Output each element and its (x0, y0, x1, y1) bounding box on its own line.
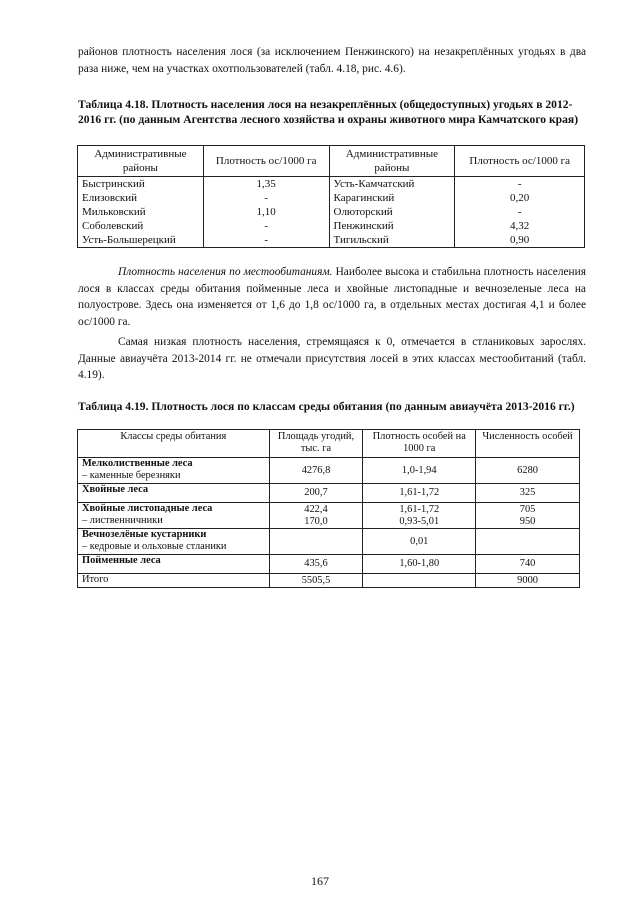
habitat-class-cell (78, 555, 270, 574)
district-cell: Усть-Большерецкий (78, 233, 204, 248)
density-cell: - (455, 205, 585, 219)
count-cell: 9000 (476, 574, 580, 588)
density-cell: 0,90 (455, 233, 585, 248)
habitat-class-cell (78, 529, 270, 555)
table-header-row (78, 430, 580, 458)
district-cell: Соболевский (78, 219, 204, 233)
header-cell: Административные районы (78, 146, 204, 177)
table-4-18-caption: Таблица 4.18. Плотность населения лося на незакреплённых (общедоступных) угодьях в 2012-2016 гг. (по данным Агентства лесного хозяйства и охраны животного мира Камчатского края) (78, 98, 579, 126)
area-cell: 435,6 (269, 555, 363, 574)
habitat-class: Хвойные листопадные леса (82, 503, 213, 514)
low-density-paragraph: Самая низкая плотность населения, стремящаяся к 0, отмечается в стланиковых зарослях. Данные авиаучёта 2013-2014 гг. не отмечали присутствия лосей в этих классах местообитаний (табл. 4.19). (78, 336, 586, 381)
table-4-18 (77, 145, 585, 248)
habitat-class: Пойменные леса (82, 555, 161, 566)
habitat-class-cell (78, 458, 270, 484)
density-cell: - (455, 177, 585, 192)
table-row (78, 529, 580, 555)
habitat-density-paragraph (78, 264, 586, 330)
count-cell: 325 (476, 484, 580, 503)
district-cell: Елизовский (78, 191, 204, 205)
density-cell (363, 574, 476, 588)
header-cell: Классы среды обитания (78, 430, 270, 458)
count-cell: 6280 (476, 458, 580, 484)
count-value: 705 (519, 503, 536, 515)
header-cell: Административные районы (329, 146, 455, 177)
density-cell: 0,20 (455, 191, 585, 205)
habitat-class-cell (78, 503, 270, 529)
table-header-row (78, 146, 585, 177)
habitat-class: Вечнозелёные кустарники (82, 529, 207, 540)
density-cell: - (203, 191, 329, 205)
table-row (78, 484, 580, 503)
density-cell: 1,35 (203, 177, 329, 192)
table-total-row (78, 574, 580, 588)
density-cell: 4,32 (455, 219, 585, 233)
area-cell: 4276,8 (269, 458, 363, 484)
density-cell: 1,10 (203, 205, 329, 219)
density-cell: 1,60-1,80 (363, 555, 476, 574)
density-cell: 0,01 (363, 529, 476, 555)
habitat-class-cell (78, 484, 270, 503)
header-cell: Численность особей (476, 430, 580, 458)
table-row (78, 219, 585, 233)
intro-paragraph: районов плотность населения лося (за исключением Пенжинского) на незакреплённых угодьях в два раза ниже, чем на участках охотпользователей (табл. 4.18, рис. 4.6). (78, 46, 586, 75)
district-cell: Усть-Камчатский (329, 177, 455, 192)
density-cell (363, 503, 476, 529)
district-cell: Пенжинский (329, 219, 455, 233)
density-value: 1,61-1,72 (399, 503, 440, 515)
count-cell: 740 (476, 555, 580, 574)
page-number: 167 (311, 874, 329, 888)
header-cell: Плотность ос/1000 га (455, 146, 585, 177)
density-value: 0,93-5,01 (399, 515, 440, 527)
paragraph-body: Наиболее высока и стабильна плотность населения лося в классах среды обитания пойменные леса и хвойные листопадные и вечнозеленые леса на полуострове. Здесь она изменяется от 1,6 до 1,8 ос/1000 га, в отдельных местах достигая 4,1 и более ос/1000 га. (78, 266, 586, 328)
habitat-class: Хвойные леса (82, 484, 149, 495)
table-4-19 (77, 429, 580, 588)
district-cell: Карагинский (329, 191, 455, 205)
area-cell: 200,7 (269, 484, 363, 503)
habitat-subclass: – каменные березняки (82, 470, 181, 481)
density-cell: - (203, 233, 329, 248)
area-cell: 5505,5 (269, 574, 363, 588)
header-cell: Плотность ос/1000 га (203, 146, 329, 177)
district-cell: Олюторский (329, 205, 455, 219)
count-cell (476, 503, 580, 529)
table-row (78, 458, 580, 484)
count-value: 950 (519, 515, 536, 527)
habitat-subclass: – кедровые и ольховые стланики (82, 541, 227, 552)
table-4-19-caption: Таблица 4.19. Плотность лося по классам среды обитания (по данным авиаучёта 2013-2016 гг.) (78, 400, 575, 413)
district-cell: Мильковский (78, 205, 204, 219)
density-cell: 1,0-1,94 (363, 458, 476, 484)
area-value: 422,4 (304, 503, 328, 515)
table-row (78, 191, 585, 205)
density-cell: - (203, 219, 329, 233)
header-cell: Плотность особей на 1000 га (363, 430, 476, 458)
density-cell: 1,61-1,72 (363, 484, 476, 503)
header-cell: Площадь угодий, тыс. га (269, 430, 363, 458)
paragraph-lead: Плотность населения по местообитаниям. (118, 266, 333, 278)
area-cell (269, 503, 363, 529)
table-row (78, 555, 580, 574)
count-cell (476, 529, 580, 555)
table-row (78, 177, 585, 192)
total-label-cell: Итого (78, 574, 270, 588)
habitat-class: Мелколиственные леса (82, 458, 193, 469)
table-row (78, 205, 585, 219)
district-cell: Тигильский (329, 233, 455, 248)
habitat-subclass: – лиственничники (82, 515, 163, 526)
district-cell: Быстринский (78, 177, 204, 192)
table-row (78, 233, 585, 248)
area-cell (269, 529, 363, 555)
table-row (78, 503, 580, 529)
area-value: 170,0 (304, 515, 328, 527)
